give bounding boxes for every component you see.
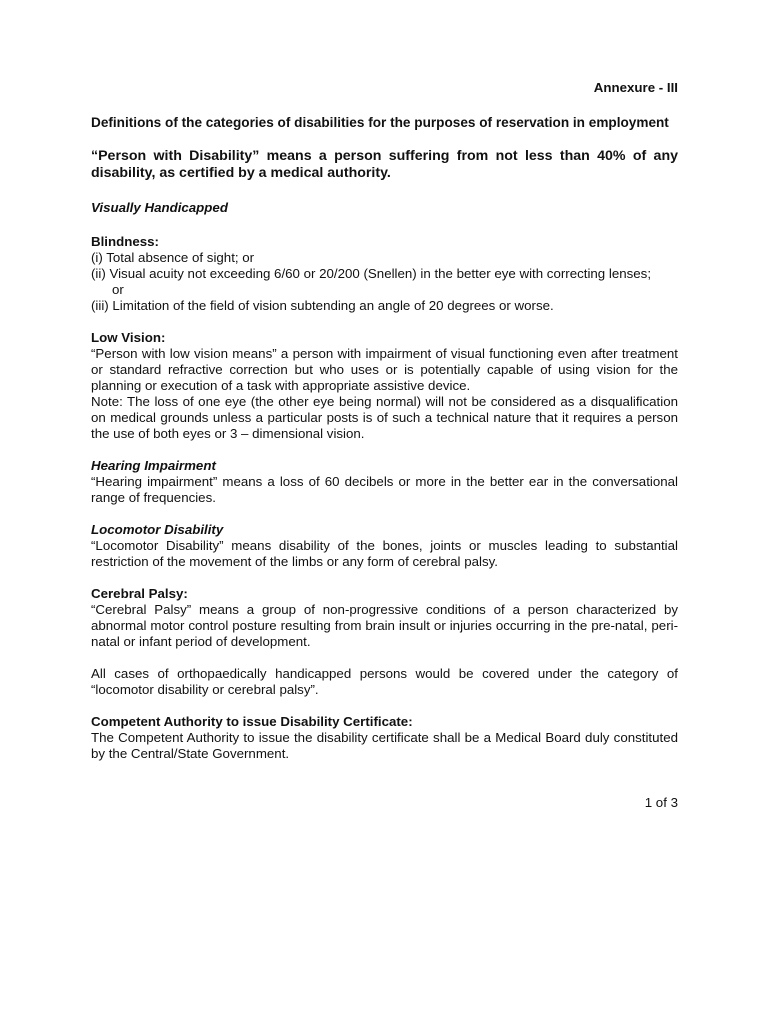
cerebral-palsy-heading: Cerebral Palsy: xyxy=(91,586,188,601)
visually-handicapped-heading: Visually Handicapped xyxy=(91,200,228,215)
blindness-item-or: or xyxy=(112,282,124,297)
low-vision-heading: Low Vision: xyxy=(91,330,166,345)
blindness-item-3: (iii) Limitation of the field of vision subtending an angle of 20 degrees or worse. xyxy=(91,298,554,313)
hearing-section xyxy=(91,458,678,506)
blindness-item-1: (i) Total absence of sight; or xyxy=(91,250,255,265)
locomotor-section xyxy=(91,522,678,570)
blindness-heading: Blindness: xyxy=(91,234,159,249)
locomotor-text: “Locomotor Disability” means disability of the bones, joints or muscles leading to substantial restriction of the movement of the limbs or any form of cerebral palsy. xyxy=(91,538,678,569)
annexure-label: Annexure - III xyxy=(593,80,678,95)
hearing-text: “Hearing impairment” means a loss of 60 decibels or more in the better ear in the conversational range of frequencies. xyxy=(91,474,678,505)
hearing-heading: Hearing Impairment xyxy=(91,458,216,473)
visually-handicapped-heading-block xyxy=(91,200,678,216)
main-heading: Definitions of the categories of disabilities for the purposes of reservation in employment xyxy=(91,115,669,130)
low-vision-note: Note: The loss of one eye (the other eye being normal) will not be considered as a disqualification on medical grounds unless a particular posts is of such a technical nature that it requires a person the use of both eyes or 3 – dimensional vision. xyxy=(91,394,678,441)
low-vision-text: “Person with low vision means” a person with impairment of visual functioning even after treatment or standard refractive correction but who uses or is potentially capable of using vision for the planning or execution of a task with appropriate assistive device. xyxy=(91,346,678,393)
competent-authority-heading: Competent Authority to issue Disability Certificate: xyxy=(91,714,413,729)
orthopaedic-section xyxy=(91,666,678,698)
cerebral-palsy-section xyxy=(91,586,678,650)
blindness-section xyxy=(91,234,678,314)
low-vision-section xyxy=(91,330,678,442)
blindness-item-2: (ii) Visual acuity not exceeding 6/60 or 20/200 (Snellen) in the better eye with correcting lenses; xyxy=(91,266,652,281)
page-number: 1 of 3 xyxy=(644,795,678,810)
competent-authority-section xyxy=(91,714,678,762)
orthopaedic-text: All cases of orthopaedically handicapped persons would be covered under the category of “locomotor disability or cerebral palsy”. xyxy=(91,666,678,697)
cerebral-palsy-text: “Cerebral Palsy” means a group of non-progressive conditions of a person characterized by abnormal motor control posture resulting from brain insult or injuries occurring in the pre-natal, peri-natal or infant period of development. xyxy=(91,602,678,649)
locomotor-heading: Locomotor Disability xyxy=(91,522,224,537)
pwd-definition: “Person with Disability” means a person suffering from not less than 40% of any disability, as certified by a medical authority. xyxy=(91,148,678,181)
competent-authority-text: The Competent Authority to issue the disability certificate shall be a Medical Board duly constituted by the Central/State Government. xyxy=(91,730,678,761)
